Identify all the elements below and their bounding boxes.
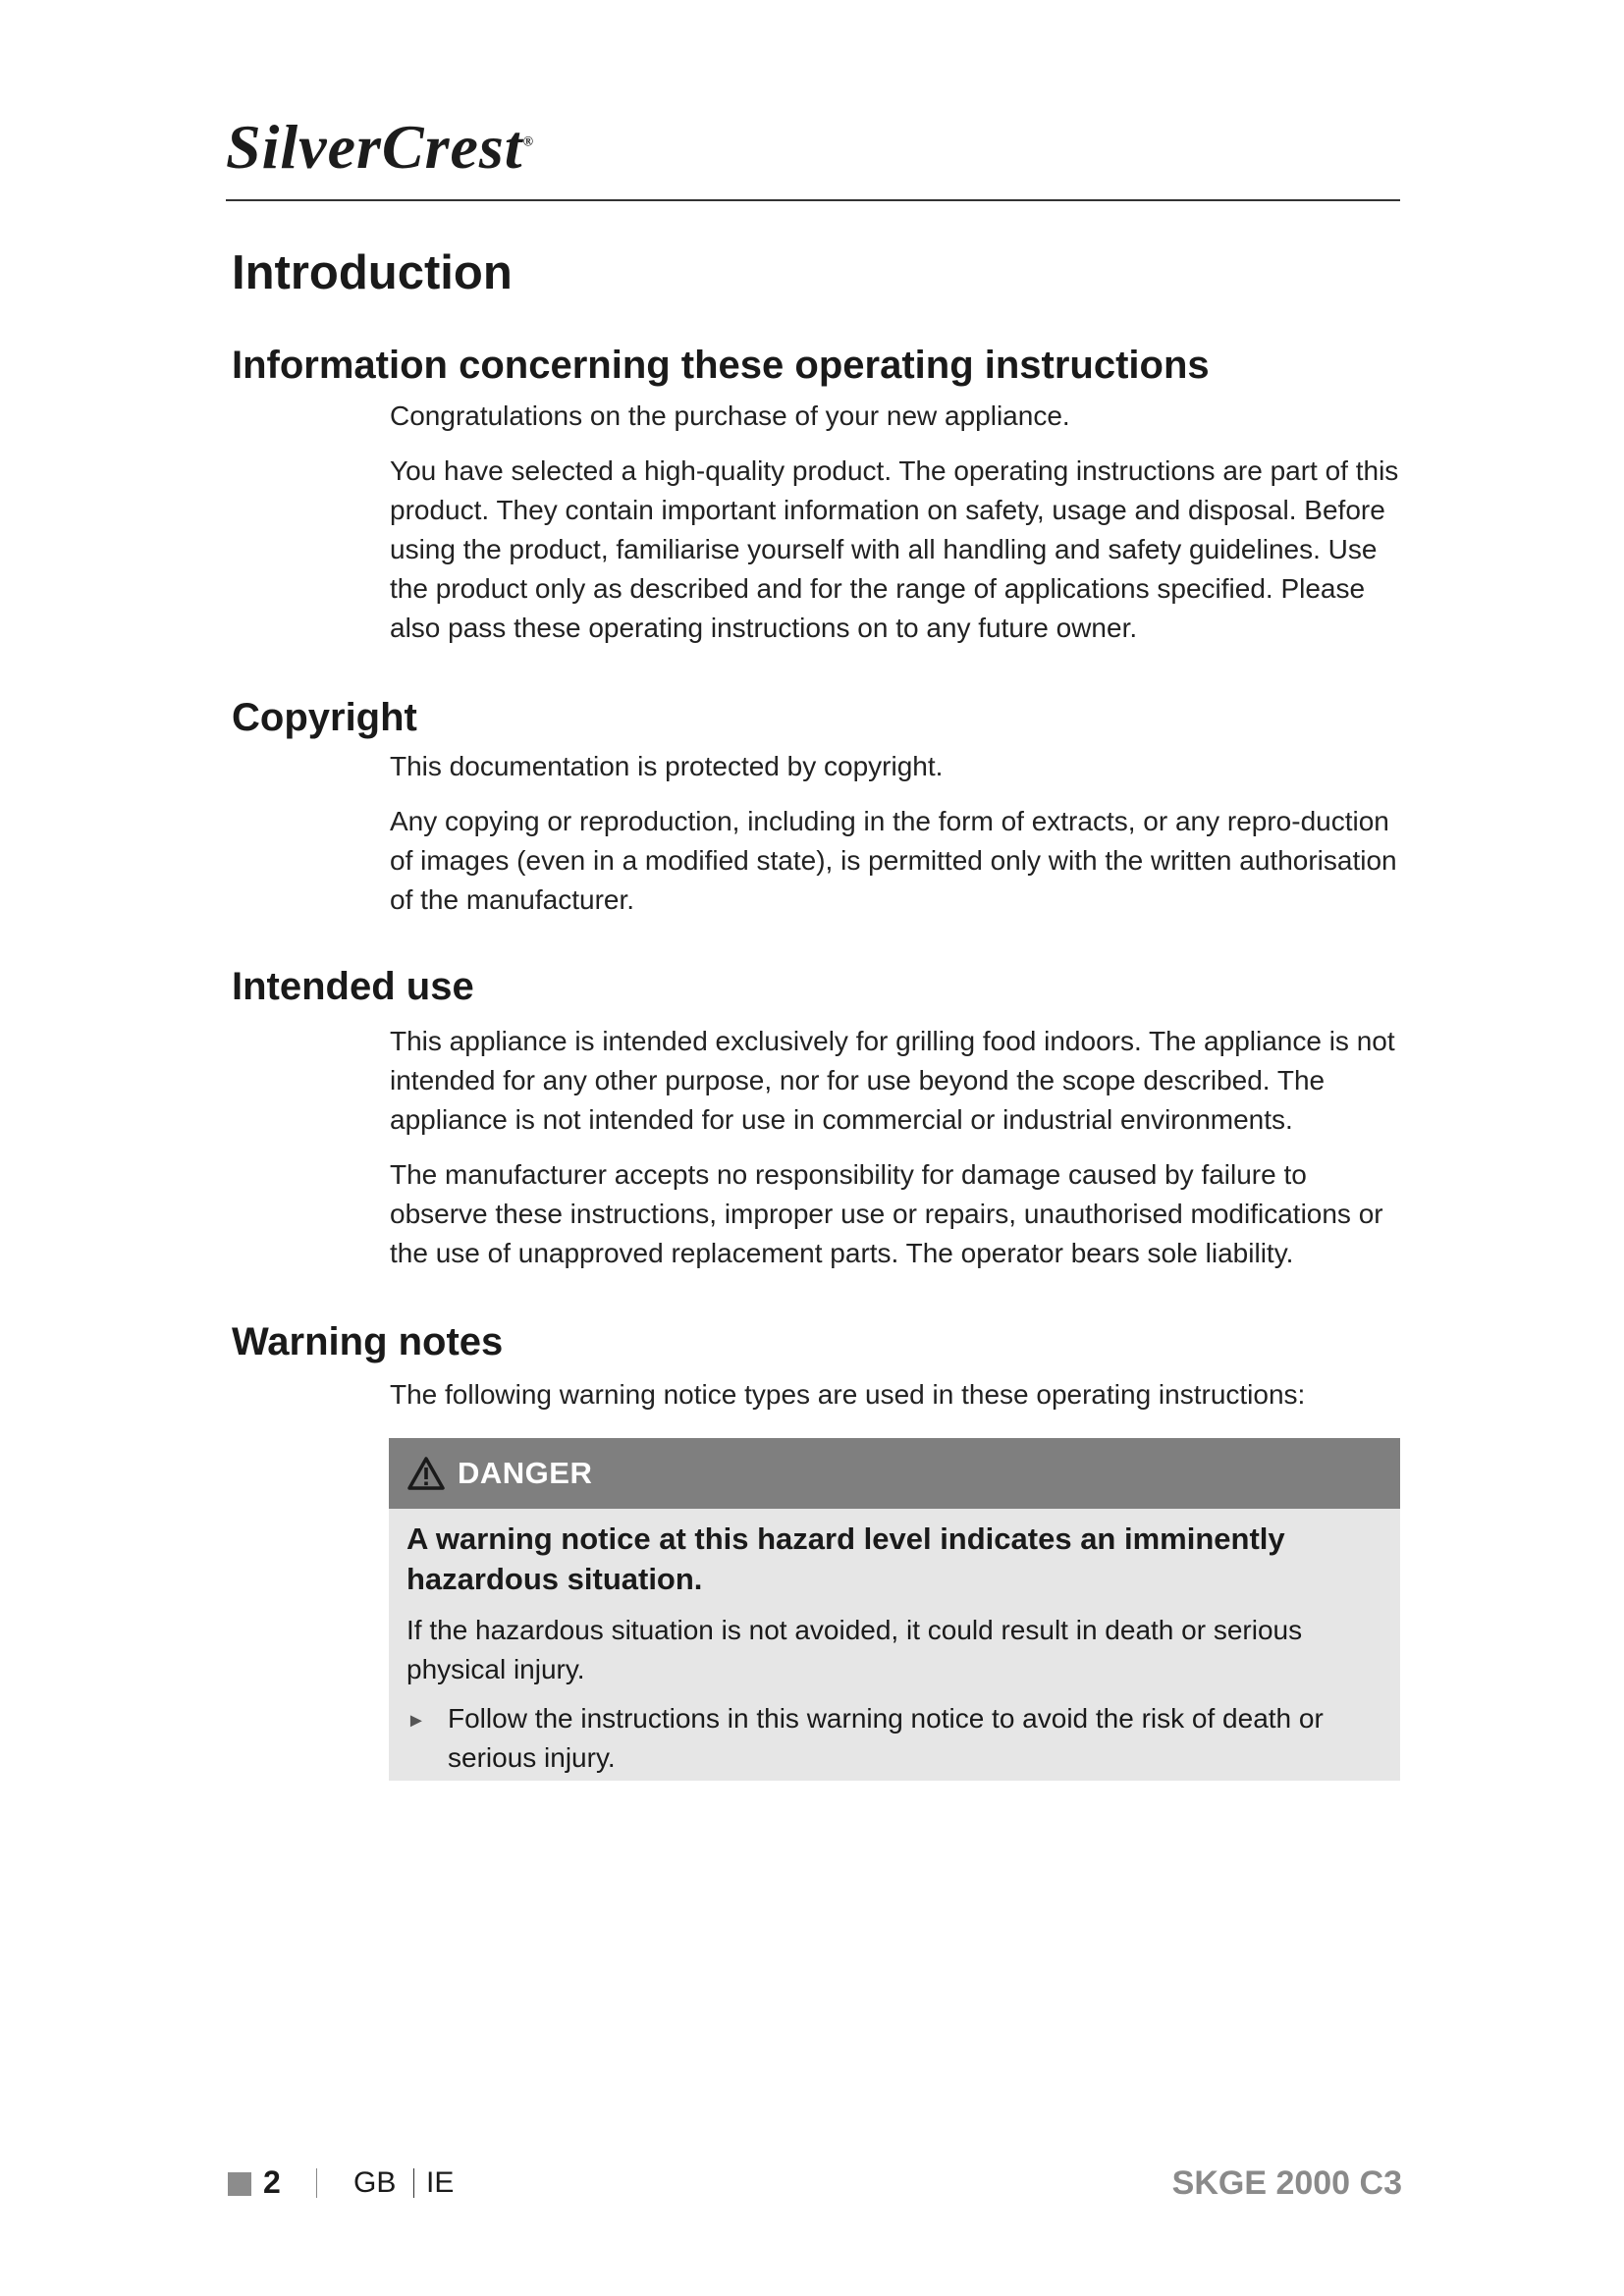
footer-divider bbox=[413, 2168, 414, 2198]
page-number: 2 bbox=[263, 2164, 281, 2200]
paragraph: The following warning notice types are used in these operating instructions: bbox=[390, 1379, 1306, 1410]
footer-square-icon bbox=[228, 2172, 251, 2196]
brand-name: SilverCrest bbox=[226, 112, 523, 182]
paragraph: You have selected a high-quality product. The operating instructions are part of this product. They contain important information on safety, usage and disposal. Before using the product, familiarise yourself with all handling and safety guidelines. Use the product only as described and for the range of applications specified. Please also pass these operating instructions on to any future owner. bbox=[390, 455, 1399, 643]
paragraph: This documentation is protected by copyright. bbox=[390, 751, 944, 781]
footer-divider bbox=[316, 2168, 317, 2198]
section-heading-information: Information concerning these operating instructions bbox=[232, 344, 1210, 387]
danger-instruction-text: Follow the instructions in this warning notice to avoid the risk of death or serious injury. bbox=[448, 1703, 1324, 1773]
paragraph: Congratulations on the purchase of your new appliance. bbox=[390, 400, 1070, 431]
header-rule bbox=[226, 199, 1400, 201]
danger-notice-header bbox=[389, 1438, 1400, 1509]
danger-instruction bbox=[406, 1699, 1382, 1778]
footer-language: IE bbox=[426, 2166, 455, 2199]
paragraph: This appliance is intended exclusively for grilling food indoors. The appliance is not intended for any other purpose, nor for use beyond the scope described. The appliance is not intended for use in commercial or industrial environments. bbox=[390, 1026, 1395, 1135]
footer-language: GB bbox=[353, 2166, 397, 2199]
page-footer bbox=[228, 2164, 1402, 2204]
warning-triangle-icon bbox=[406, 1456, 446, 1491]
danger-notice-box bbox=[389, 1438, 1400, 1781]
paragraph: The manufacturer accepts no responsibility for damage caused by failure to observe these instructions, improper use or repairs, unauthorised modifications or the use of unapproved replacement parts. The operator bears sole liability. bbox=[390, 1159, 1383, 1268]
bullet-arrow-icon: ► bbox=[406, 1710, 426, 1732]
section-heading-intended-use: Intended use bbox=[232, 965, 474, 1008]
page-title: Introduction bbox=[232, 246, 513, 299]
paragraph: Any copying or reproduction, including in the form of extracts, or any repro-duction of images (even in a modified state), is permitted only with the written authorisation of the manufacturer. bbox=[390, 806, 1397, 915]
model-number: SKGE 2000 C3 bbox=[1171, 2164, 1402, 2202]
brand-logo bbox=[226, 112, 535, 182]
danger-text: If the hazardous situation is not avoided, it could result in death or serious physical injury. bbox=[406, 1615, 1303, 1684]
section-body-intended-use bbox=[390, 1022, 1401, 1289]
danger-notice-body bbox=[389, 1509, 1400, 1778]
section-heading-warning-notes: Warning notes bbox=[232, 1320, 504, 1363]
section-body-copyright bbox=[390, 747, 1401, 935]
danger-lead: A warning notice at this hazard level indicates an imminently hazardous situation. bbox=[406, 1522, 1285, 1596]
danger-title: DANGER bbox=[458, 1456, 593, 1490]
registered-mark: ® bbox=[522, 134, 535, 150]
section-heading-copyright: Copyright bbox=[232, 696, 417, 739]
section-body-information bbox=[390, 397, 1401, 664]
section-body-warning-notes bbox=[390, 1375, 1401, 1430]
